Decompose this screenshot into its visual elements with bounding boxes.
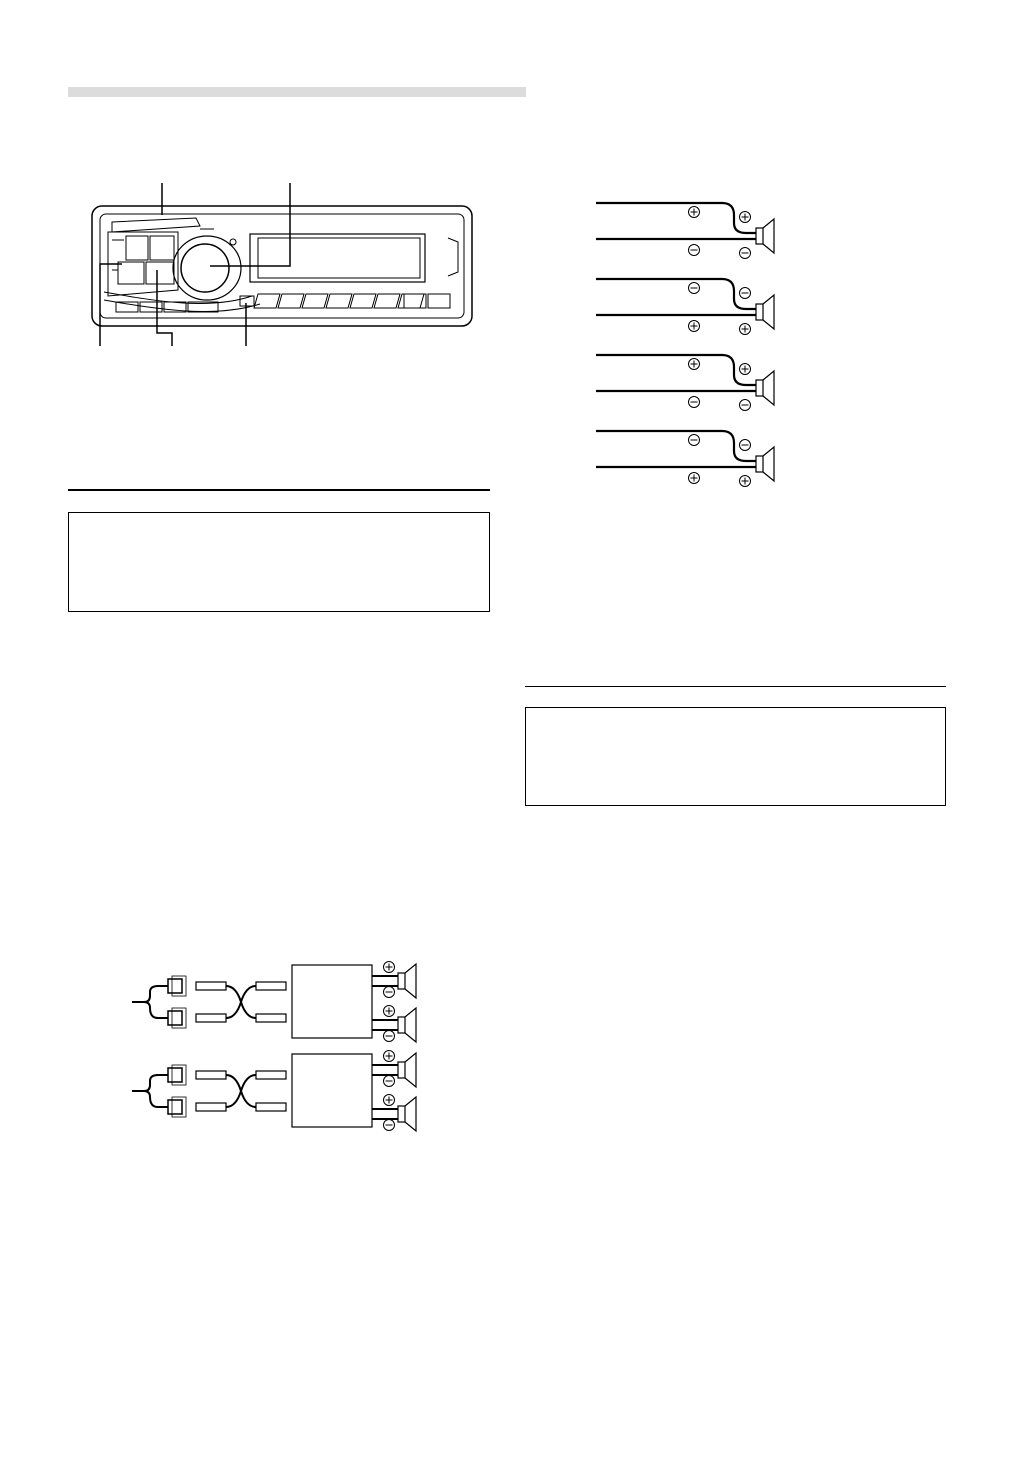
plus-icon: [384, 1051, 395, 1062]
amp-block: [132, 1051, 416, 1132]
rca-jack-icon: [168, 979, 182, 993]
rca-plug-icon: [256, 982, 286, 990]
rca-jack-icon: [168, 1011, 182, 1025]
plus-icon: [384, 962, 395, 973]
rca-plug-icon: [256, 1071, 286, 1079]
rca-plug-icon: [196, 982, 226, 990]
rca-jack-icon: [168, 1068, 182, 1082]
plus-icon: [384, 1006, 395, 1017]
speaker-icon: [398, 1097, 416, 1131]
amplifier-box: [292, 1054, 372, 1127]
rca-plug-icon: [256, 1014, 286, 1022]
minus-icon: [384, 987, 395, 998]
amplifier-box: [292, 965, 372, 1038]
rca-plug-icon: [256, 1103, 286, 1111]
plus-icon: [384, 1095, 395, 1106]
rca-plug-icon: [196, 1071, 226, 1079]
minus-icon: [384, 1031, 395, 1042]
rca-plug-icon: [196, 1103, 226, 1111]
amp-block: [132, 962, 416, 1043]
minus-icon: [384, 1076, 395, 1087]
speaker-icon: [398, 1053, 416, 1087]
minus-icon: [384, 1120, 395, 1131]
rca-plug-icon: [196, 1014, 226, 1022]
speaker-icon: [398, 964, 416, 998]
speaker-icon: [398, 1008, 416, 1042]
rca-jack-icon: [168, 1100, 182, 1114]
